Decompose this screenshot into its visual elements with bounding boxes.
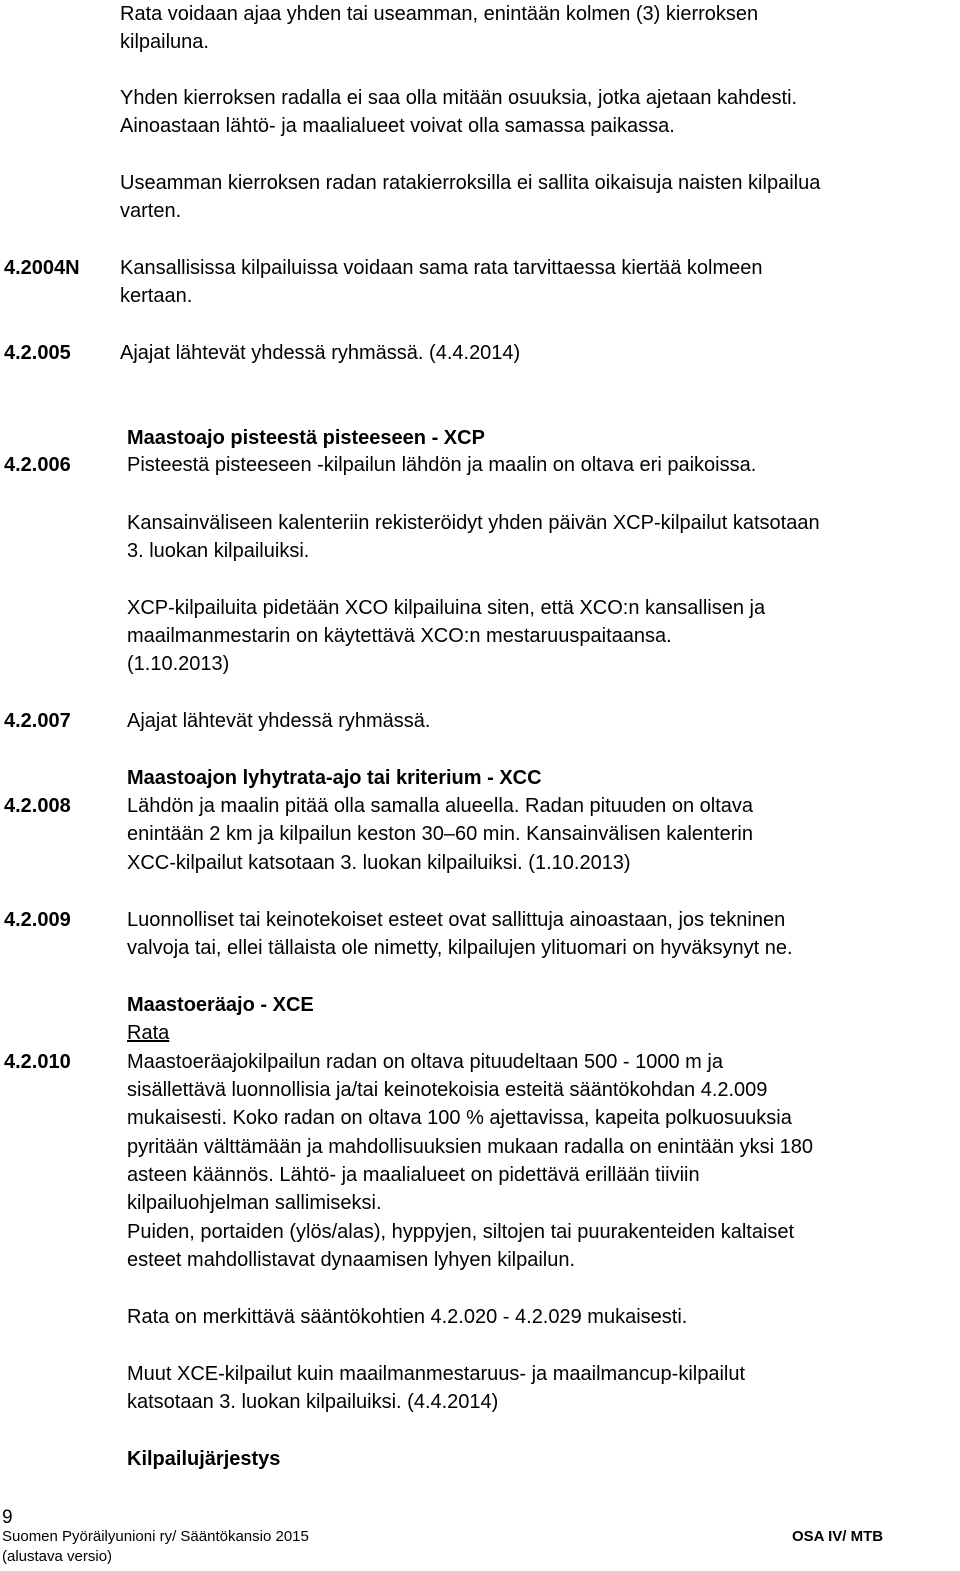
text-line: sisällettävä luonnollisia ja/tai keinotekoisia esteitä sääntökohdan 4.2.009 (127, 1079, 768, 1101)
text-line: Yhden kierroksen radalla ei saa olla mitään osuuksia, jotka ajetaan kahdesti. (120, 87, 798, 109)
text-line: Rata voidaan ajaa yhden tai useamman, enintään kolmen (3) kierroksen (120, 3, 759, 25)
text-line: Ainoastaan lähtö- ja maalialueet voivat olla samassa paikassa. (120, 115, 675, 137)
rule-number: 4.2.006 (4, 454, 71, 476)
text-line: Kansainväliseen kalenteriin rekisteröidyt yhden päivän XCP-kilpailut katsotaan (127, 512, 820, 534)
text-line: Puiden, portaiden (ylös/alas), hyppyjen, siltojen tai puurakenteiden kaltaiset (127, 1221, 795, 1243)
text-line: Rata on merkittävä sääntökohtien 4.2.020 - 4.2.029 mukaisesti. (127, 1306, 688, 1328)
page-number: 9 (2, 1507, 13, 1528)
text-line: Ajajat lähtevät yhdessä ryhmässä. (127, 710, 431, 732)
rule-number: 4.2.008 (4, 795, 71, 817)
rule-number: 4.2.010 (4, 1051, 71, 1073)
section-heading: Kilpailujärjestys (127, 1448, 281, 1470)
text-line: Pisteestä pisteeseen -kilpailun lähdön ja maalin on oltava eri paikoissa. (127, 454, 757, 476)
text-line: Maastoeräajokilpailun radan on oltava pituudeltaan 500 - 1000 m ja (127, 1051, 723, 1073)
text-line: XCP-kilpailuita pidetään XCO kilpailuina siten, että XCO:n kansallisen ja (127, 597, 766, 619)
text-line: Ajajat lähtevät yhdessä ryhmässä. (4.4.2014) (120, 342, 521, 364)
text-line: mukaisesti. Koko radan on oltava 100 % ajettavissa, kapeita polkuosuuksia (127, 1107, 792, 1129)
section-heading: Maastoajo pisteestä pisteeseen - XCP (127, 427, 485, 449)
text-line: maailmanmestarin on käytettävä XCO:n mestaruuspaitaansa. (127, 625, 672, 647)
text-line: katsotaan 3. luokan kilpailuiksi. (4.4.2014) (127, 1391, 499, 1413)
text-line: Lähdön ja maalin pitää olla samalla alueella. Radan pituuden on oltava (127, 795, 753, 817)
text-line: XCC-kilpailut katsotaan 3. luokan kilpailuiksi. (1.10.2013) (127, 852, 631, 874)
text-line: pyritään välttämään ja mahdollisuuksien mukaan radalla on enintään yksi 180 (127, 1136, 813, 1158)
text-line: varten. (120, 200, 182, 222)
text-line: 3. luokan kilpailuiksi. (127, 540, 310, 562)
text-line: kilpailuna. (120, 31, 209, 53)
text-line: esteet mahdollistavat dynaamisen lyhyen kilpailun. (127, 1249, 576, 1271)
text-line: Muut XCE-kilpailut kuin maailmanmestaruus- ja maailmancup-kilpailut (127, 1363, 746, 1385)
text-line: kertaan. (120, 285, 193, 307)
text-line: Kansallisissa kilpailuissa voidaan sama rata tarvittaessa kiertää kolmeen (120, 257, 763, 279)
section-heading: Maastoajon lyhytrata-ajo tai kriterium - XCC (127, 767, 542, 789)
rule-number: 4.2004N (4, 257, 80, 279)
text-line: (1.10.2013) (127, 653, 230, 675)
subsection-heading: Rata (127, 1022, 170, 1044)
text-line: Useamman kierroksen radan ratakierroksilla ei sallita oikaisuja naisten kilpailua (120, 172, 821, 194)
text-line: Luonnolliset tai keinotekoiset esteet ovat sallittuja ainoastaan, jos tekninen (127, 909, 786, 931)
text-line: valvoja tai, ellei tällaista ole nimetty, kilpailujen ylituomari on hyväksynyt ne. (127, 937, 793, 959)
section-heading: Maastoeräajo - XCE (127, 994, 314, 1016)
rule-number: 4.2.007 (4, 710, 71, 732)
text-line: kilpailuohjelman sallimiseksi. (127, 1192, 382, 1214)
rule-number: 4.2.009 (4, 909, 71, 931)
footer-org: Suomen Pyöräilyunioni ry/ Sääntökansio 2015 (2, 1528, 309, 1545)
text-line: enintään 2 km ja kilpailun keston 30–60 min. Kansainvälisen kalenterin (127, 823, 753, 845)
rule-number: 4.2.005 (4, 342, 71, 364)
footer-section: OSA IV/ MTB (792, 1528, 884, 1545)
text-line: asteen käännös. Lähtö- ja maalialueet on pidettävä erillään tiiviin (127, 1164, 700, 1186)
footer-version: (alustava versio) (2, 1548, 113, 1565)
